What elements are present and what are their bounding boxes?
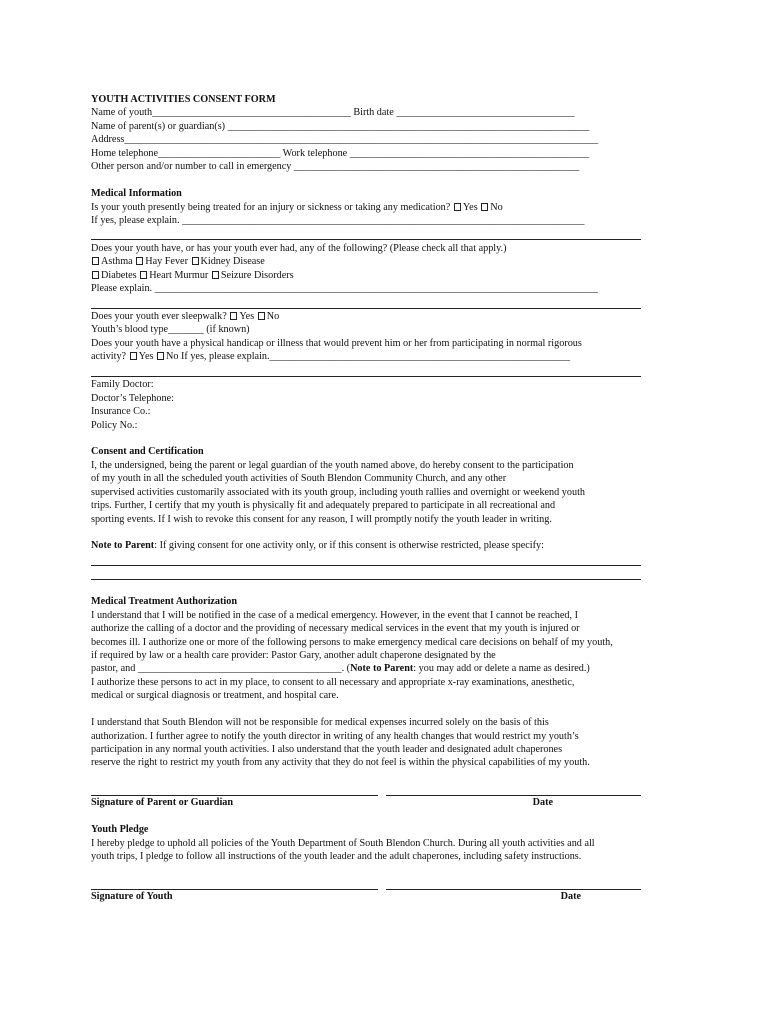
note-text: : If giving consent for one activity only, or if this consent is otherwise restricted, please specify: [154,540,544,552]
parent-date-label: Date [532,797,553,809]
pledge-text-line: I hereby pledge to uphold all policies of the Youth Department of South Blendon Church. During all youth activities and all [91,837,595,849]
pastor-prefix: pastor, and ________________________________________. ( [91,663,351,675]
conditions-row-1 [91,255,651,268]
consent-text-line: of my youth in all the scheduled youth activities of South Blendon Community Church, and any other [91,473,507,485]
blank-line[interactable] [91,364,641,377]
diabetes-label: Diabetes [101,269,137,281]
youth-signature-labels [91,890,581,903]
note-label: Note to Parent [91,540,155,552]
spacer [91,770,651,783]
doctor-telephone-field[interactable]: Doctor’s Telephone: [91,392,174,404]
youth-date-line[interactable] [386,877,641,890]
handicap-yes-checkbox[interactable] [130,352,137,360]
handicap-answer [91,350,651,363]
heart-murmur-label: Heart Murmur [149,269,209,281]
handicap-question: Does your youth have a physical handicap or illness that would prevent him or her from participating in normal rigorous [91,337,582,349]
treatment-heading: Medical Treatment Authorization [91,596,238,608]
family-doctor-field[interactable]: Family Doctor: [91,379,154,391]
asthma-label: Asthma [101,256,133,268]
blank-line[interactable] [91,296,641,309]
no-label: No [490,201,503,213]
sleepwalk-question [91,310,651,323]
youth-signature-row [91,877,641,890]
kidney-disease-label: Kidney Disease [200,256,265,268]
pastor-note-text: : you may add or delete a name as desired.) [413,663,590,675]
parent-signature-line[interactable] [91,783,378,796]
spacer [91,432,651,445]
parent-signature-label: Signature of Parent or Guardian [91,797,234,809]
yes-label: Yes [239,311,255,322]
spacer [91,864,651,877]
parent-guardian-field[interactable]: Name of parent(s) or guardian(s) _______________________________________________________________________ [91,120,590,132]
youth-signature-label: Signature of Youth [91,890,173,902]
blank-line[interactable] [91,553,641,566]
conditions-explain-field[interactable]: Please explain. _______________________________________________________________________________________ [91,283,598,295]
consent-text-line: supervised activities customarily associated with its youth group, including youth rallies and overnight or weekend youth [91,486,585,498]
sleepwalk-no-checkbox[interactable] [258,312,265,320]
pledge-heading: Youth Pledge [91,824,149,836]
pastor-note-label: Note to Parent [350,663,414,675]
treatment-text-line: if required by law or a health care provider: Pastor Gary, another adult chaperone designated by the [91,649,496,661]
handicap-explain-field[interactable]: If yes, please explain.___________________________________________________________ [181,351,571,363]
yes-label: Yes [462,201,478,213]
asthma-checkbox[interactable] [92,257,99,265]
kidney-disease-checkbox[interactable] [192,257,199,265]
responsibility-text-line: I understand that South Blendon will not be responsible for medical expenses incurred solely on the basis of this [91,717,549,729]
no-label: No [166,351,179,363]
note-to-parent [91,539,651,552]
yes-label: Yes [138,351,154,363]
consent-heading: Consent and Certification [91,446,204,458]
youth-signature-line[interactable] [91,877,378,890]
consent-form [91,93,651,903]
spacer [91,174,651,187]
responsibility-text-line: reserve the right to restrict my youth from any activity that they do not feel is within the physical capabilities of my youth. [91,757,590,769]
blood-type-field[interactable]: Youth’s blood type_______ (if known) [91,324,250,336]
consent-text-line: I, the undersigned, being the parent or legal guardian of the youth named above, do hereby consent to the participation [91,459,574,471]
sleepwalk-yes-checkbox[interactable] [230,312,237,320]
pastor-field[interactable] [91,662,651,675]
address-field[interactable]: Address_____________________________________________________________________________________________ [91,134,599,146]
handicap-prefix: activity? [91,351,127,363]
blank-line[interactable] [91,567,641,580]
consent-text-line: trips. Further, I certify that my youth is physically fit and adequately prepared to participate in all recreational and [91,500,556,512]
form-title: YOUTH ACTIVITIES CONSENT FORM [91,94,276,105]
no-label: No [266,311,280,322]
hay-fever-checkbox[interactable] [136,257,143,265]
insurance-field[interactable]: Insurance Co.: [91,406,151,418]
spacer [91,810,651,823]
medication-question-text: Is your youth presently being treated for an injury or sickness or taking any medication? [91,201,451,213]
treatment-text-line: authorize the calling of a doctor and the providing of necessary medical services in the event that my youth is injured or [91,623,580,635]
medication-explain-field[interactable]: If yes, please explain. _______________________________________________________________________________ [91,214,585,226]
treatment-text-line: medical or surgical diagnosis or treatment, and hospital care. [91,690,339,702]
policy-number-field[interactable]: Policy No.: [91,419,138,431]
telephone-fields[interactable]: Home telephone________________________ Work telephone _______________________________________________ [91,147,590,159]
parent-date-line[interactable] [386,783,641,796]
pledge-text-line: youth trips, I pledge to follow all instructions of the youth leader and the adult chaperones, including safety instructions. [91,851,582,863]
sleepwalk-question-text: Does your youth ever sleepwalk? [91,311,227,322]
medication-yes-checkbox[interactable] [454,203,461,211]
treatment-text-line: I understand that I will be notified in the case of a medical emergency. However, in the event that I cannot be reached, I [91,609,578,621]
medication-question [91,201,651,214]
heart-murmur-checkbox[interactable] [140,271,147,279]
handicap-no-checkbox[interactable] [157,352,164,360]
conditions-row-2 [91,269,651,282]
seizure-disorders-label: Seizure Disorders [220,269,294,281]
medical-heading: Medical Information [91,188,182,200]
responsibility-text-line: participation in any normal youth activities. I also understand that the youth leader and designated adult chaperones [91,744,563,755]
conditions-question: Does your youth have, or has your youth ever had, any of the following? (Please check all that apply.) [91,242,507,254]
spacer [91,526,651,539]
name-of-youth-field[interactable]: Name of youth_______________________________________ Birth date ___________________________________ [91,107,575,119]
seizure-disorders-checkbox[interactable] [212,271,219,279]
spacer [91,703,651,716]
spacer [91,582,651,595]
diabetes-checkbox[interactable] [92,271,99,279]
responsibility-text-line: authorization. I further agree to notify the youth director in writing of any health changes that would restrict my youth’s [91,730,579,742]
parent-signature-row [91,783,641,796]
consent-text-line: sporting events. If I wish to revoke this consent for any reason, I will promptly notify the youth leader in writing. [91,513,552,525]
blank-line[interactable] [91,227,641,240]
treatment-text-line: I authorize these persons to act in my place, to consent to all necessary and appropriate x-ray examinations, anesthetic, [91,676,575,688]
youth-date-label: Date [560,890,581,902]
hay-fever-label: Hay Fever [145,256,188,268]
medication-no-checkbox[interactable] [481,203,488,211]
parent-signature-labels [91,796,553,809]
emergency-contact-field[interactable]: Other person and/or number to call in emergency ________________________________________________________ [91,161,580,173]
treatment-text-line: becomes ill. I authorize one or more of the following persons to make emergency medical care decisions on behalf of my youth, [91,636,613,648]
